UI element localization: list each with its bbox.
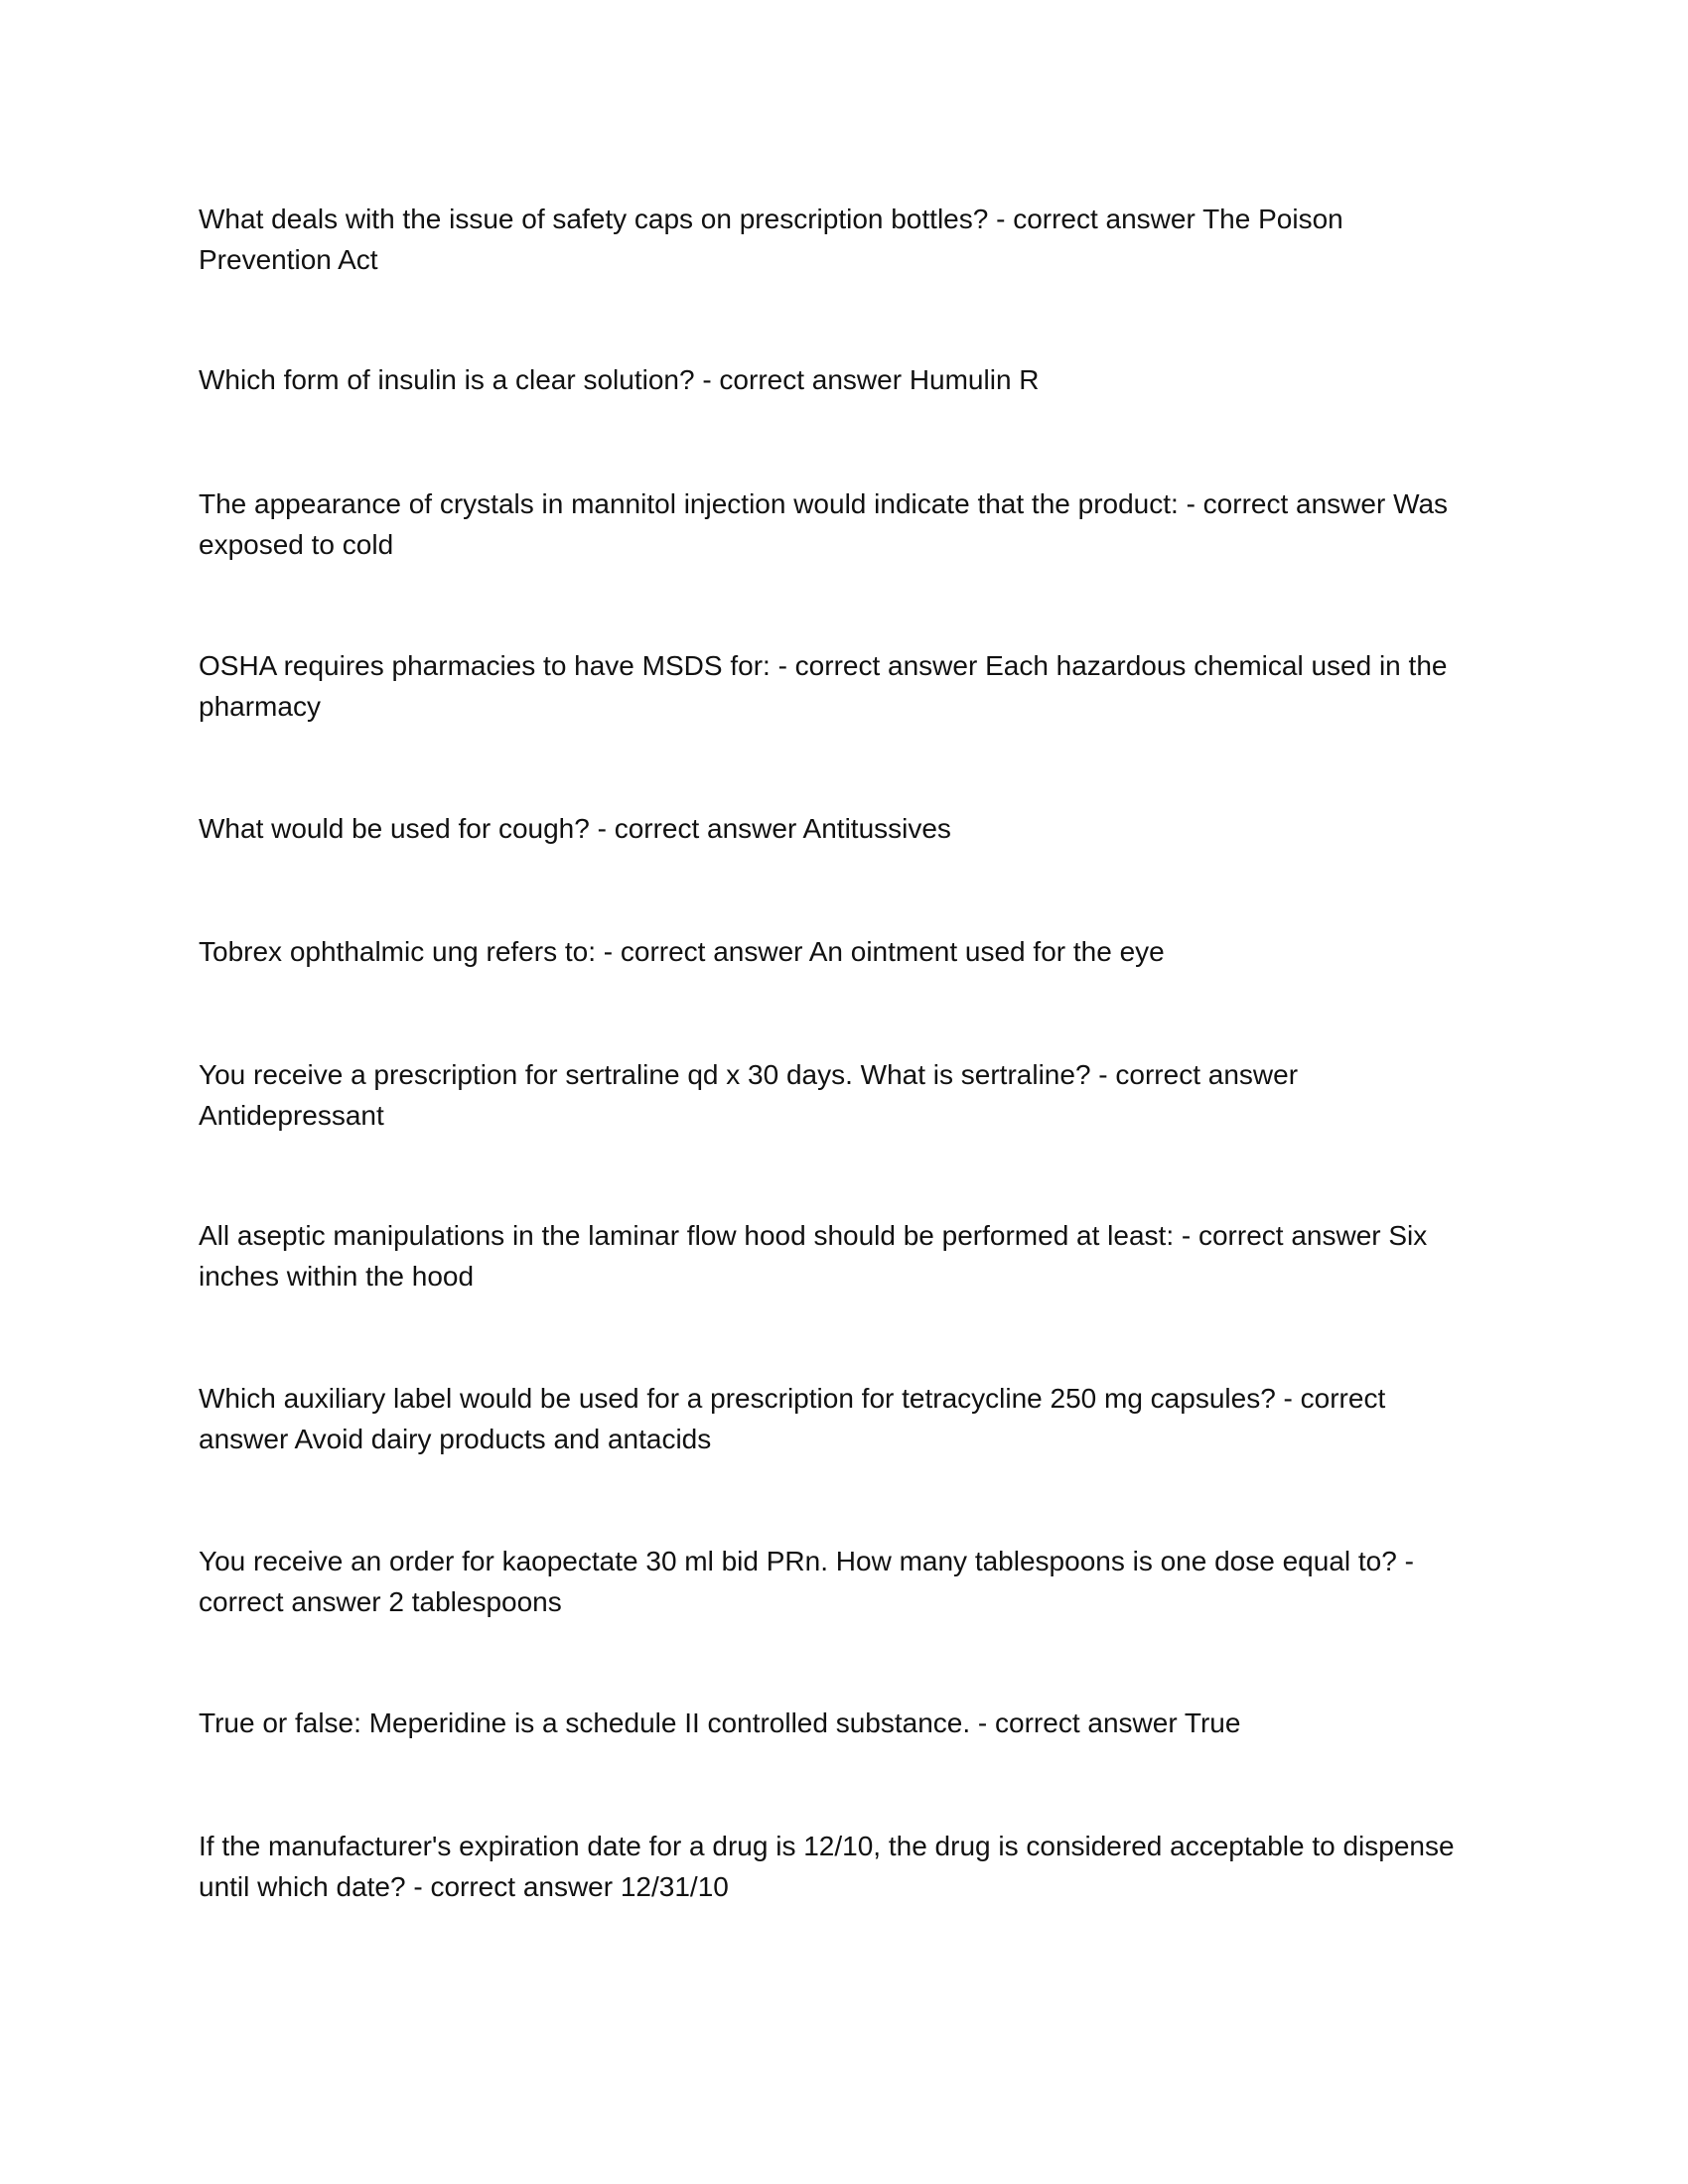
qa-item: True or false: Meperidine is a schedule II controlled substance. - correct answer True (199, 1707, 1241, 1738)
qa-item: Tobrex ophthalmic ung refers to: - correct answer An ointment used for the eye (199, 936, 1165, 967)
qa-item: You receive a prescription for sertraline qd x 30 days. What is sertraline? - correct answer Antidepressant (199, 1059, 1299, 1131)
qa-item: You receive an order for kaopectate 30 ml bid PRn. How many tablespoons is one dose equal to? - correct answer 2 tablespoons (199, 1546, 1414, 1617)
qa-item: All aseptic manipulations in the laminar flow hood should be performed at least: - correct answer Six inches within the hood (199, 1220, 1428, 1292)
qa-item: What would be used for cough? - correct answer Antitussives (199, 813, 951, 844)
qa-item: Which form of insulin is a clear solution? - correct answer Humulin R (199, 364, 1040, 395)
qa-item: Which auxiliary label would be used for a prescription for tetracycline 250 mg capsules? - correct answer Avoid dairy products and antacids (199, 1383, 1386, 1454)
qa-item: OSHA requires pharmacies to have MSDS for: - correct answer Each hazardous chemical used in the pharmacy (199, 650, 1448, 722)
qa-item: If the manufacturer's expiration date for a drug is 12/10, the drug is considered acceptable to dispense until which date? - correct answer 12/31/10 (199, 1831, 1455, 1902)
qa-item: The appearance of crystals in mannitol injection would indicate that the product: - correct answer Was exposed to cold (199, 488, 1449, 560)
qa-item: What deals with the issue of safety caps on prescription bottles? - correct answer The Poison Prevention Act (199, 204, 1343, 275)
